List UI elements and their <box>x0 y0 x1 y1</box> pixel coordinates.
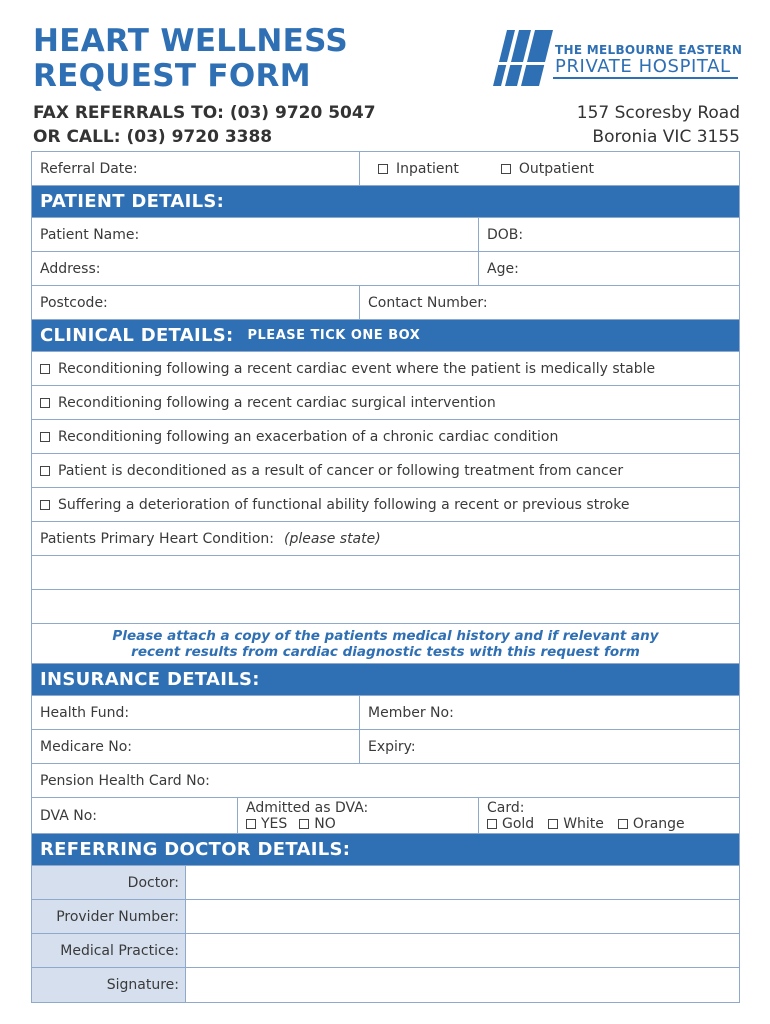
age-label: Age: <box>487 260 519 277</box>
pension-card-field[interactable] <box>32 764 739 797</box>
insurance-row-1 <box>32 696 739 730</box>
clinical-option-row <box>32 386 739 420</box>
attachment-note-line2: recent results from cardiac diagnostic tests with this request form <box>131 643 640 660</box>
card-orange-option[interactable] <box>618 816 685 832</box>
clinical-option-2[interactable] <box>32 386 739 419</box>
clinical-option-5[interactable] <box>32 488 739 521</box>
primary-condition-label: Patients Primary Heart Condition: <box>40 530 274 547</box>
insurance-row-4 <box>32 798 739 834</box>
patient-name-field[interactable] <box>32 218 479 251</box>
dva-yes-checkbox[interactable] <box>246 819 256 829</box>
dva-no-label: DVA No: <box>40 807 97 824</box>
logo-line1: THE MELBOURNE EASTERN <box>555 43 743 57</box>
medical-practice-input[interactable] <box>186 934 739 967</box>
hospital-logo-icon <box>493 28 553 88</box>
clinical-option-label: Patient is deconditioned as a result of cancer or following treatment from cancer <box>58 462 624 479</box>
primary-condition-line-1[interactable] <box>32 556 739 590</box>
referral-row <box>32 152 739 186</box>
clinical-option-label: Reconditioning following a recent cardiac surgical intervention <box>58 394 496 411</box>
inpatient-checkbox[interactable] <box>378 164 388 174</box>
clinical-option-checkbox[interactable] <box>40 364 50 374</box>
patient-row-1 <box>32 218 739 252</box>
doctor-name-label: Doctor: <box>32 866 186 899</box>
clinical-option-row <box>32 352 739 386</box>
insurance-row-2 <box>32 730 739 764</box>
health-fund-field[interactable] <box>32 696 360 729</box>
dva-no-option[interactable] <box>299 816 336 832</box>
dva-no-option-label: NO <box>314 815 336 832</box>
address-label: Address: <box>40 260 101 277</box>
patient-type-options <box>360 152 739 185</box>
dva-yes-option[interactable] <box>246 816 287 832</box>
medical-practice-label: Medical Practice: <box>32 934 186 967</box>
clinical-option-1[interactable] <box>32 352 739 385</box>
provider-number-row <box>32 900 739 934</box>
medicare-label: Medicare No: <box>40 738 133 755</box>
call-number: OR CALL: (03) 9720 3388 <box>33 127 273 147</box>
signature-label: Signature: <box>32 968 186 1002</box>
referral-date-label: Referral Date: <box>40 160 138 177</box>
form-title-line2: REQUEST FORM <box>33 58 311 94</box>
provider-number-input[interactable] <box>186 900 739 933</box>
hospital-logo <box>493 28 743 90</box>
outpatient-checkbox[interactable] <box>501 164 511 174</box>
signature-row <box>32 968 739 1002</box>
member-no-field[interactable] <box>360 696 739 729</box>
signature-input[interactable] <box>186 968 739 1002</box>
clinical-option-checkbox[interactable] <box>40 466 50 476</box>
card-gold-label: Gold <box>502 815 535 832</box>
contact-number-label: Contact Number: <box>368 294 488 311</box>
logo-underline <box>553 77 738 79</box>
admitted-dva-label: Admitted as DVA: <box>246 799 369 816</box>
address-field[interactable] <box>32 252 479 285</box>
patient-details-heading <box>32 186 739 218</box>
primary-condition-line-2[interactable] <box>32 590 739 624</box>
age-field[interactable] <box>479 252 739 285</box>
card-orange-label: Orange <box>632 815 685 832</box>
clinical-option-row <box>32 488 739 522</box>
fax-number: FAX REFERRALS TO: (03) 9720 5047 <box>33 103 376 123</box>
card-orange-checkbox[interactable] <box>618 819 628 829</box>
clinical-option-checkbox[interactable] <box>40 500 50 510</box>
clinical-details-title: CLINICAL DETAILS: <box>40 325 234 346</box>
pension-card-label: Pension Health Card No: <box>40 772 210 789</box>
insurance-details-title: INSURANCE DETAILS: <box>40 669 260 690</box>
dob-field[interactable] <box>479 218 739 251</box>
health-fund-label: Health Fund: <box>40 704 130 721</box>
postcode-label: Postcode: <box>40 294 108 311</box>
card-white-checkbox[interactable] <box>548 819 558 829</box>
card-type-field <box>479 798 739 833</box>
expiry-field[interactable] <box>360 730 739 763</box>
clinical-option-4[interactable] <box>32 454 739 487</box>
dva-no-field[interactable] <box>32 798 238 833</box>
provider-number-label: Provider Number: <box>32 900 186 933</box>
doctor-name-row <box>32 866 739 900</box>
clinical-details-subtitle: PLEASE TICK ONE BOX <box>247 328 421 343</box>
clinical-option-row <box>32 420 739 454</box>
attachment-note <box>32 624 739 664</box>
insurance-row-3 <box>32 764 739 798</box>
referring-doctor-heading <box>32 834 739 866</box>
clinical-option-checkbox[interactable] <box>40 398 50 408</box>
primary-condition-row <box>32 522 739 556</box>
card-type-options <box>487 816 685 832</box>
attachment-note-line1: Please attach a copy of the patients medical history and if relevant any <box>112 627 659 644</box>
address-line1: 157 Scoresby Road <box>576 103 740 123</box>
admitted-dva-field <box>238 798 479 833</box>
dva-no-checkbox[interactable] <box>299 819 309 829</box>
clinical-option-label: Suffering a deterioration of functional ability following a recent or previous stroke <box>58 496 630 513</box>
form-title-line1: HEART WELLNESS <box>33 23 348 59</box>
expiry-label: Expiry: <box>368 738 416 755</box>
patient-row-3 <box>32 286 739 320</box>
outpatient-option[interactable] <box>501 161 594 177</box>
card-type-label: Card: <box>487 799 525 816</box>
clinical-details-heading <box>32 320 739 352</box>
primary-condition-field[interactable] <box>32 522 739 555</box>
patient-details-title: PATIENT DETAILS: <box>40 191 225 212</box>
clinical-option-3[interactable] <box>32 420 739 453</box>
member-no-label: Member No: <box>368 704 454 721</box>
doctor-name-input[interactable] <box>186 866 739 899</box>
patient-name-label: Patient Name: <box>40 226 140 243</box>
hospital-address <box>577 101 740 149</box>
contact-number-field[interactable] <box>360 286 739 319</box>
medicare-field[interactable] <box>32 730 360 763</box>
referring-doctor-title: REFERRING DOCTOR DETAILS: <box>40 839 351 860</box>
clinical-option-checkbox[interactable] <box>40 432 50 442</box>
referral-date-field[interactable] <box>32 152 360 185</box>
admitted-dva-options <box>246 816 336 832</box>
clinical-option-label: Reconditioning following an exacerbation of a chronic cardiac condition <box>58 428 559 445</box>
address-line2: Boronia VIC 3155 <box>592 127 740 147</box>
inpatient-option[interactable] <box>378 161 459 177</box>
request-form <box>31 151 740 1003</box>
clinical-option-row <box>32 454 739 488</box>
card-gold-option[interactable] <box>487 816 534 832</box>
dva-yes-label: YES <box>261 815 288 832</box>
fax-contact <box>33 101 376 149</box>
card-white-option[interactable] <box>548 816 604 832</box>
outpatient-label: Outpatient <box>518 160 595 177</box>
card-gold-checkbox[interactable] <box>487 819 497 829</box>
postcode-field[interactable] <box>32 286 360 319</box>
primary-condition-hint: (please state) <box>283 530 381 547</box>
patient-row-2 <box>32 252 739 286</box>
clinical-option-label: Reconditioning following a recent cardiac event where the patient is medically stable <box>58 360 656 377</box>
form-title <box>33 24 348 94</box>
logo-line2: PRIVATE HOSPITAL <box>555 56 731 77</box>
inpatient-label: Inpatient <box>396 160 459 177</box>
card-white-label: White <box>563 815 604 832</box>
dob-label: DOB: <box>487 226 524 243</box>
insurance-details-heading <box>32 664 739 696</box>
medical-practice-row <box>32 934 739 968</box>
